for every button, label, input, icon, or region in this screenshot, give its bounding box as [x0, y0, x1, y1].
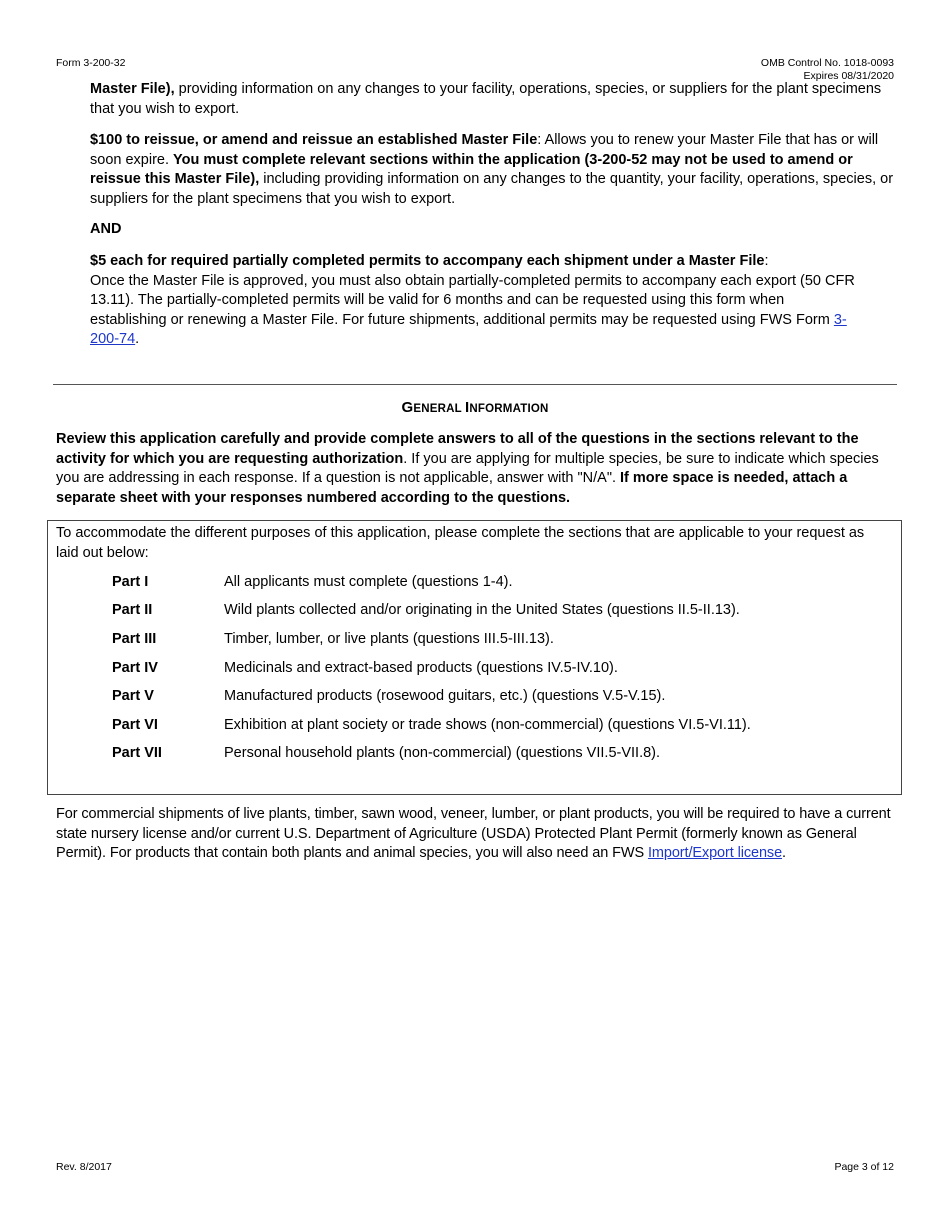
form-3-200-74-link[interactable]: 3-200-74 — [90, 311, 847, 347]
review-instructions-space: If more space is needed, attach a separate sheet with your responses numbered according to the questions. — [56, 470, 848, 506]
part-description: Personal household plants (non-commercial) (questions VII.5-VII.8). — [224, 745, 661, 761]
part-label: Part VII — [112, 745, 162, 761]
part-description: All applicants must complete (questions 1-4). — [224, 574, 513, 590]
part-label: Part VI — [112, 717, 158, 733]
review-instructions — [56, 430, 896, 508]
part-description: Timber, lumber, or live plants (questions III.5-III.13). — [224, 631, 554, 647]
form-number: Form 3-200-32 — [56, 57, 126, 69]
revision-date: Rev. 8/2017 — [56, 1161, 112, 1173]
fee-paragraph-partial-permits — [90, 252, 860, 350]
general-information-heading: GENERAL INFORMATION — [401, 399, 549, 416]
partial-permit-fee-colon: : — [764, 253, 769, 269]
part-label: Part II — [112, 602, 153, 618]
part-description: Manufactured products (rosewood guitars, etc.) (questions V.5-V.15). — [224, 688, 666, 704]
fee-paragraph-reissue — [90, 131, 895, 209]
commercial-shipments-note — [56, 805, 896, 864]
part-label: Part V — [112, 688, 154, 704]
fee-paragraph-bold: Master File), — [90, 81, 175, 97]
part-label: Part III — [112, 631, 157, 647]
part-label: Part I — [112, 574, 149, 590]
and-label: AND — [90, 221, 122, 237]
omb-control-number: OMB Control No. 1018-0093 — [760, 57, 894, 69]
page-number: Page 3 of 12 — [834, 1161, 894, 1173]
expiration-date: Expires 08/31/2020 — [803, 69, 894, 82]
part-description: Wild plants collected and/or originating in the United States (questions II.5-II.13). — [224, 602, 740, 618]
part-description: Medicinals and extract-based products (questions IV.5-IV.10). — [224, 660, 618, 676]
parts-box — [47, 520, 902, 795]
section-divider — [53, 384, 897, 385]
part-label: Part IV — [112, 660, 158, 676]
review-instructions-text: . If you are applying for multiple species, be sure to indicate which species you are addressing in each response. If a question is not applicable, answer with "N/A". — [56, 450, 879, 486]
fee-paragraph-text: providing information on any changes to your facility, operations, species, or suppliers for the plant specimens that you wish to export. — [90, 81, 882, 117]
commercial-shipments-text: For commercial shipments of live plants, timber, sawn wood, veneer, lumber, or plant products, you will be required to have a current state nursery license and/or current U.S. Department of Agriculture (USDA) Protected Plant Permit (formerly known as General Permit). For products that contain both plants and animal species, you will also need an FWS — [56, 806, 891, 861]
partial-permit-fee-title: $5 each for required partially completed permits to accompany each shipment under a Master File — [90, 253, 765, 269]
parts-box-intro: To accommodate the different purposes of this application, please complete the sections that are applicable to your request as laid out below: — [56, 525, 865, 561]
part-description: Exhibition at plant society or trade shows (non-commercial) (questions VI.5-VI.11). — [224, 717, 751, 733]
reissue-fee-title: $100 to reissue, or amend and reissue an established Master File — [90, 132, 538, 148]
commercial-shipments-end: . — [782, 845, 786, 861]
review-instructions-bold: Review this application carefully and provide complete answers to all of the questions in the sections relevant to the activity for which you are requesting authorization — [56, 431, 859, 467]
reissue-fee-text: : Allows you to renew your Master File that has or will soon expire. — [90, 132, 879, 168]
partial-permit-fee-text: Once the Master File is approved, you must also obtain partially-completed permits to accompany each export (50 CFR 13.11). The partially-completed permits will be valid for 6 months and can be requested using this form when establishing or renewing a Master File. For future shipments, additional permits may be requested using FWS Form — [90, 272, 855, 328]
import-export-license-link[interactable]: Import/Export license — [647, 845, 783, 861]
partial-permit-fee-end: . — [135, 331, 140, 347]
reissue-fee-details: including providing information on any changes to the quantity, your facility, operations, species, or suppliers for the plant specimens that you wish to export. — [90, 171, 894, 207]
fee-paragraph-establish-continued — [90, 80, 890, 119]
reissue-fee-requirement: You must complete relevant sections within the application (3-200-52 may not be used to amend or reissue this Master File), — [90, 151, 853, 187]
omb-info — [761, 57, 894, 82]
